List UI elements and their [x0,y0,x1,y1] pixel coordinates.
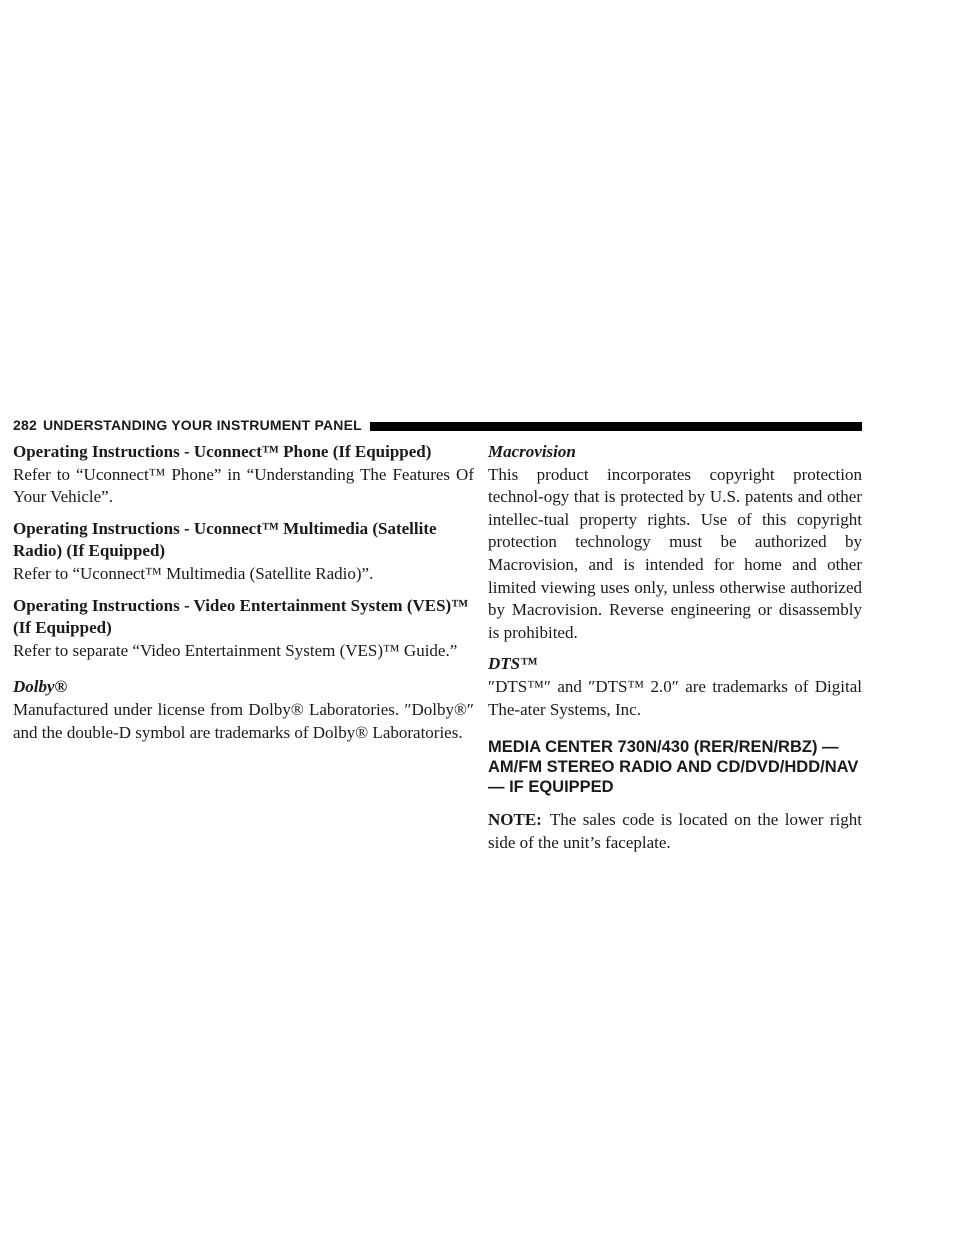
body-video-entertainment: Refer to separate “Video Entertainment System (VES)™ Guide.” [13,640,458,660]
section-dolby [13,676,474,744]
left-column [13,441,474,753]
note-body: The sales code is located on the lower right side of the unit’s faceplate. [488,810,862,852]
heading-dolby: Dolby® [13,677,68,697]
note-label: NOTE: [488,810,542,830]
heading-uconnect-multimedia: Operating Instructions - Uconnect™ Multimedia (Satellite Radio) (If Equipped) [13,518,437,561]
section-video-entertainment [13,595,474,663]
heading-macrovision: Macrovision [488,442,576,461]
section-macrovision [488,441,862,644]
page-header [13,415,862,435]
body-dolby: Manufactured under license from Dolby® Laboratories. ″Dolby®″ and the double-D symbol are trademarks of Dolby® Laboratories. [13,699,474,742]
body-macrovision: This product incorporates copyright protection technol-ogy that is protected by U.S. patents and other intellec-tual property rights. Use of this copyright protection technology must be authorized by Macrovision, and is intended for home and other limited viewing uses only, unless otherwise authorized by Macrovision. Reverse engineering or disassembly is prohibited. [488,464,862,642]
heading-media-center: MEDIA CENTER 730N/430 (RER/REN/RBZ) — AM/FM STEREO RADIO AND CD/DVD/HDD/NAV — IF EQUIPPED [488,738,859,797]
body-uconnect-multimedia: Refer to “Uconnect™ Multimedia (Satellite Radio)”. [13,563,374,583]
heading-video-entertainment: Operating Instructions - Video Entertainment System (VES)™ (If Equipped) [13,595,469,638]
page-number: 282 [13,417,37,433]
body-uconnect-phone: Refer to “Uconnect™ Phone” in “Understanding The Features Of Your Vehicle”. [13,464,474,507]
note-paragraph [488,809,862,854]
right-column [488,441,862,854]
section-uconnect-phone [13,441,474,509]
heading-uconnect-phone: Operating Instructions - Uconnect™ Phone (If Equipped) [13,442,432,461]
header-rule [370,422,862,431]
body-dts: ″DTS™″ and ″DTS™ 2.0″ are trademarks of Digital The-ater Systems, Inc. [488,676,862,719]
heading-dts: DTS™ [488,654,538,674]
section-title: UNDERSTANDING YOUR INSTRUMENT PANEL [42,417,362,433]
section-uconnect-multimedia [13,518,474,586]
section-dts [488,653,862,721]
